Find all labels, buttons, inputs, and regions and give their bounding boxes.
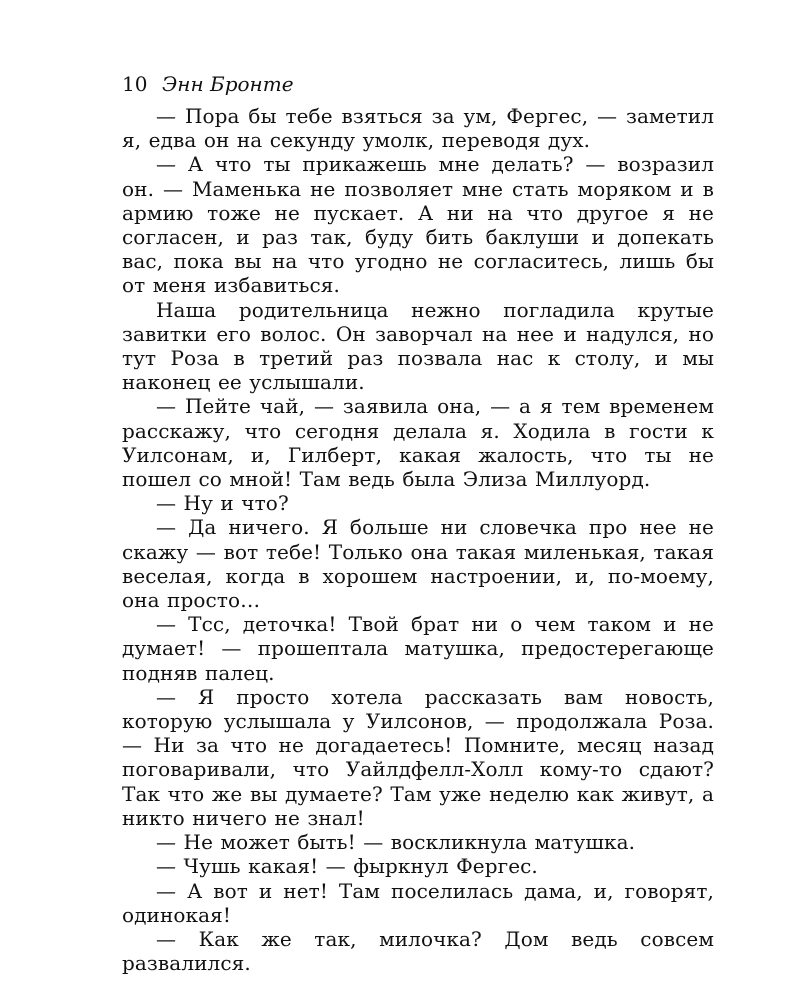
paragraph: — Не может быть! — воскликнула матушка.: [156, 830, 636, 855]
paragraph: — Как же так, милочка? Дом ведь совсем развалился.: [122, 926, 714, 976]
running-head: [122, 70, 294, 98]
paragraph: — Ну и что?: [156, 491, 289, 516]
paragraph: — Пейте чай, — заявила она, — а я тем временем расскажу, что сегодня делала я. Ходила в гости к Уилсонам, и, Гилберт, какая жалость, что ты не пошел со мной! Там ведь была Элиза Миллуорд.: [122, 394, 714, 492]
page-number: 10: [122, 72, 148, 96]
paragraph: — Тсс, деточка! Твой брат ни о чем таком и не думает! — прошептала матушка, предостерегающе подняв палец.: [122, 612, 714, 685]
paragraph: — Пора бы тебе взяться за ум, Фергес, — заметил я, едва он на секунду умолк, переводя дух.: [122, 104, 714, 153]
paragraph: — А что ты прикажешь мне делать? — возразил он. — Маменька не позволяет мне стать моряком и в армию тоже не пускает. А ни на что другое я не согласен, и раз так, буду бить баклуши и допекать вас, пока вы на что угодно не согласитесь, лишь бы от меня избавиться.: [122, 152, 714, 298]
paragraph: — Я просто хотела рассказать вам новость, которую услышала у Уилсонов, — продолжала Роза. — Ни за что не догадаетесь! Помните, месяц назад поговаривали, что Уайлдфелл-Холл кому-то сдают? Так что же вы думаете? Там уже неделю как живут, а никто ничего не знал!: [122, 684, 714, 830]
paragraph: — А вот и нет! Там поселилась дама, и, говорят, одинокая!: [122, 878, 714, 927]
paragraph: — Чушь какая! — фыркнул Фергес.: [156, 854, 538, 879]
paragraph: Наша родительница нежно погладила крутые завитки его волос. Он заворчал на нее и надулся, но тут Роза в третий раз позвала нас к столу, и мы наконец ее услышали.: [122, 297, 714, 395]
paragraph: — Да ничего. Я больше ни словечка про нее не скажу — вот тебе! Только она такая миленькая, такая веселая, когда в хорошем настроении, и, по-моему, она просто…: [122, 515, 714, 613]
book-author: Энн Бронте: [162, 72, 294, 96]
body-text: [122, 104, 714, 975]
